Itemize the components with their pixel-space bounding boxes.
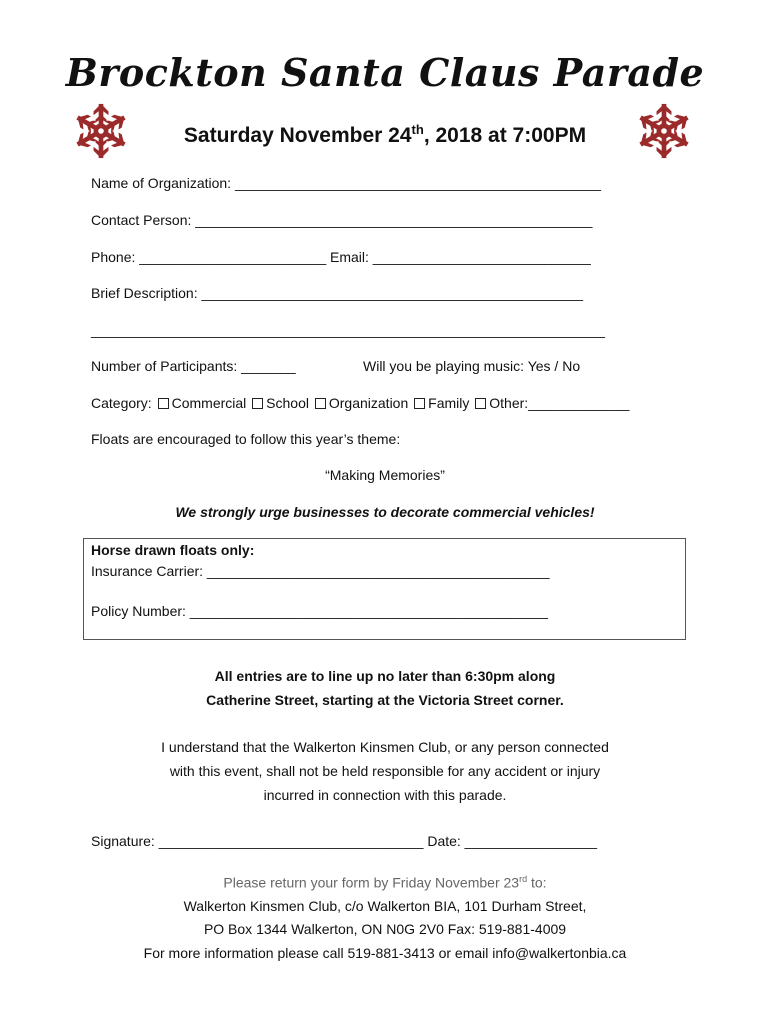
contact-info: For more information please call 519-881-3413 or email info@walkertonbia.ca [143, 945, 627, 961]
policy-number-field[interactable]: Policy Number: ______________________________________________ [91, 603, 548, 619]
disclaimer-line1: I understand that the Walkerton Kinsmen Club, or any person connected [161, 739, 609, 755]
return-text: Please return your form by Friday November 23 [223, 874, 520, 891]
checkbox-other[interactable] [475, 398, 486, 409]
lineup-line1: All entries are to line up no later than 6:30pm along [214, 668, 556, 684]
address-line2: PO Box 1344 Walkerton, ON N0G 2V0 Fax: 519-881-4009 [203, 921, 567, 937]
return-suffix: rd [519, 874, 528, 884]
checkbox-organization[interactable] [315, 398, 326, 409]
horse-box-heading: Horse drawn floats only: [91, 542, 255, 558]
contact-person-field[interactable]: Contact Person: ___________________________________________________ [91, 212, 593, 228]
option-school: School [266, 395, 309, 411]
theme-intro: Floats are encouraged to follow this year’s theme: [91, 431, 401, 447]
category-row [91, 395, 629, 411]
option-family: Family [428, 395, 470, 411]
option-commercial: Commercial [171, 395, 247, 411]
disclaimer-line3: incurred in connection with this parade. [263, 787, 507, 803]
theme-text: “Making Memories” [325, 467, 445, 483]
description-field-line2[interactable]: __________________________________________________________________ [91, 322, 605, 338]
return-to: to: [527, 874, 547, 891]
address-line1: Walkerton Kinsmen Club, c/o Walkerton BIA, 101 Durham Street, [183, 898, 587, 914]
checkbox-commercial[interactable] [158, 398, 169, 409]
category-label: Category: [91, 395, 152, 411]
signature-date-field[interactable]: Signature: __________________________________ Date: _________________ [91, 833, 598, 849]
return-notice [0, 874, 770, 891]
option-organization: Organization [328, 395, 409, 411]
urge-notice: We strongly urge businesses to decorate commercial vehicles! [175, 504, 595, 520]
checkbox-school[interactable] [252, 398, 263, 409]
option-other: Other:_____________ [489, 395, 630, 411]
event-date [0, 122, 770, 148]
disclaimer-line2: with this event, shall not be held responsible for any accident or injury [169, 763, 601, 779]
organization-field[interactable]: Name of Organization: _______________________________________________ [91, 175, 601, 191]
description-field[interactable]: Brief Description: _________________________________________________ [91, 285, 584, 301]
date-text: Saturday November 24 [183, 124, 412, 147]
insurance-carrier-field[interactable]: Insurance Carrier: ____________________________________________ [91, 563, 550, 579]
date-suffix: th [411, 122, 424, 137]
page-title: Brockton Santa Claus Parade [65, 50, 705, 95]
music-question[interactable]: Will you be playing music: Yes / No [363, 358, 581, 374]
participants-field[interactable]: Number of Participants: _______ [91, 358, 296, 374]
lineup-line2: Catherine Street, starting at the Victoria Street corner. [206, 692, 564, 708]
date-time: , 2018 at 7:00PM [423, 124, 587, 147]
phone-email-field[interactable]: Phone: ________________________ Email: ____________________________ [91, 249, 591, 265]
checkbox-family[interactable] [414, 398, 425, 409]
